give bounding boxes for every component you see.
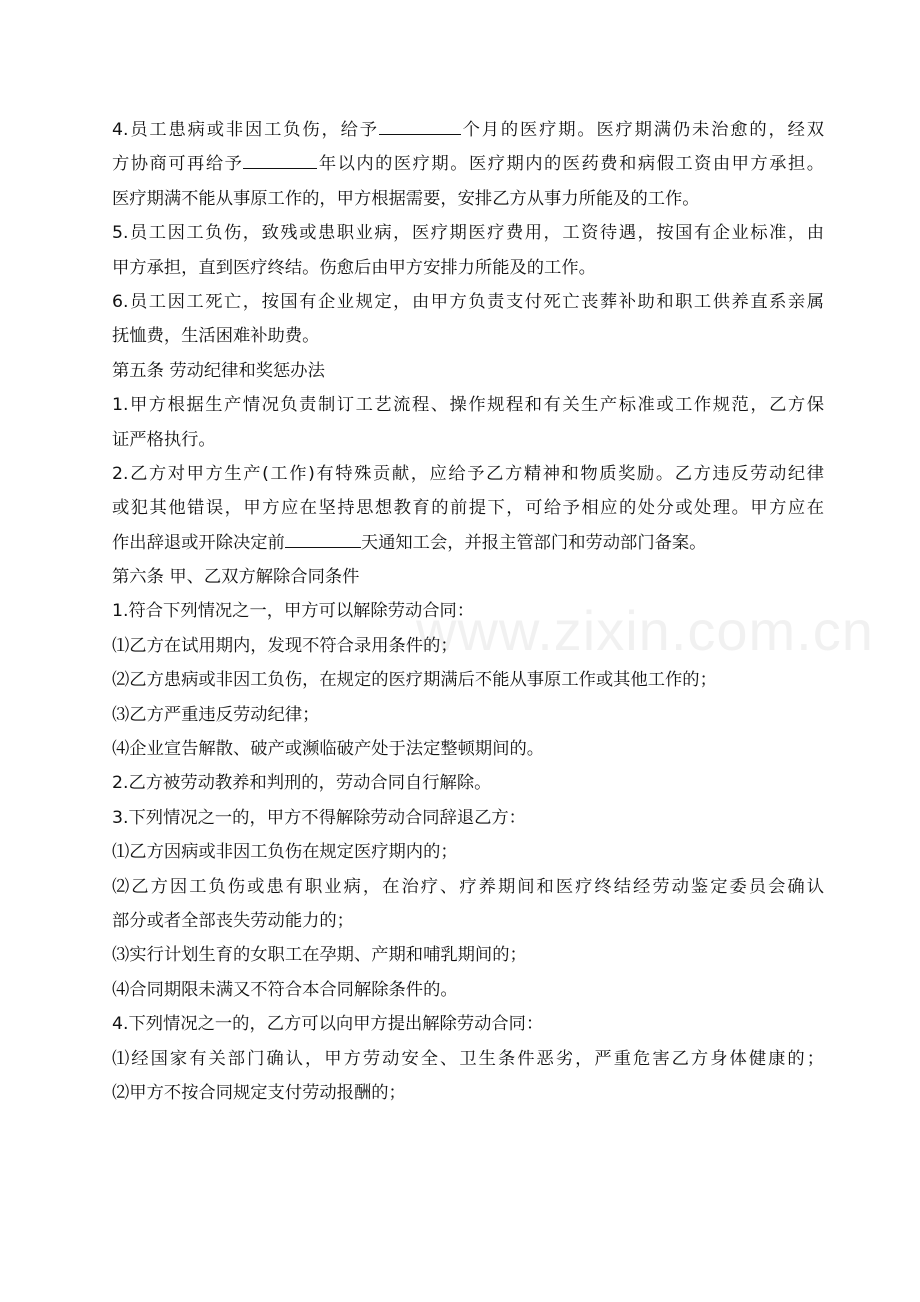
text-line: 3.下列情况之一的，甲方不得解除劳动合同辞退乙方： xyxy=(112,807,526,828)
text-line: 1.符合下列情况之一，甲方可以解除劳动合同： xyxy=(112,601,475,622)
list-item: ⑴乙方因病或非因工负伤在规定医疗期内的； xyxy=(112,842,458,863)
watermark: www.zixin.com.cn xyxy=(416,599,874,662)
list-item: ⑴经国家有关部门确认，甲方劳动安全、卫生条件恶劣，严重危害乙方身体健康的； xyxy=(112,1048,824,1069)
document-body xyxy=(112,113,824,1110)
text-line: 2.乙方对甲方生产(工作)有特殊贡献，应给予乙方精神和物质奖励。乙方违反劳动纪律 xyxy=(112,463,824,484)
list-item: ⑷企业宣告解散、破产或濒临破产处于法定整顿期间的。 xyxy=(112,739,545,760)
text-line: 2.乙方被劳动教养和判刑的，劳动合同自行解除。 xyxy=(112,773,492,794)
text-line: 作出辞退或开除决定前 天通知工会，并报主管部门和劳动部门备案。 xyxy=(112,526,824,560)
list-item: ⑷合同期限未满又不符合本合同解除条件的。 xyxy=(112,979,458,1000)
list-item: ⑶乙方严重违反劳动纪律； xyxy=(112,704,320,725)
list-item: ⑵乙方因工负伤或患有职业病，在治疗、疗养期间和医疗终结经劳动鉴定委员会确认 xyxy=(112,876,824,897)
fill-in-blank xyxy=(285,529,361,548)
text-line: 4.员工患病或非因工负伤，给予 个月的医疗期。医疗期满仍未治愈的，经双 xyxy=(112,113,824,147)
text-line: 方协商可再给予 年以内的医疗期。医疗期内的医药费和病假工资由甲方承担。 xyxy=(112,147,824,181)
section-heading: 第五条 劳动纪律和奖惩办法 xyxy=(112,360,325,381)
list-item: ⑴乙方在试用期内，发现不符合录用条件的； xyxy=(112,635,458,656)
text-line: 5.员工因工负伤，致残或患职业病，医疗期医疗费用，工资待遇，按国有企业标准，由 xyxy=(112,223,824,244)
text-line: 甲方承担，直到医疗终结。伤愈后由甲方安排力所能及的工作。 xyxy=(112,257,596,278)
text-line: 4.下列情况之一的，乙方可以向甲方提出解除劳动合同： xyxy=(112,1014,544,1035)
text-line: 部分或者全部丧失劳动能力的； xyxy=(112,910,354,931)
fill-in-blank xyxy=(243,150,317,169)
text-line: 或犯其他错误，甲方应在坚持思想教育的前提下，可给予相应的处分或处理。甲方应在 xyxy=(112,498,824,519)
text-line: 医疗期满不能从事原工作的，甲方根据需要，安排乙方从事力所能及的工作。 xyxy=(112,188,700,209)
text-line: 6.员工因工死亡，按国有企业规定，由甲方负责支付死亡丧葬补助和职工供养直系亲属 xyxy=(112,291,824,312)
text-line: 抚恤费，生活困难补助费。 xyxy=(112,326,320,347)
section-heading: 第六条 甲、乙双方解除合同条件 xyxy=(112,567,360,588)
list-item: ⑵甲方不按合同规定支付劳动报酬的； xyxy=(112,1082,406,1103)
list-item: ⑵乙方患病或非因工负伤，在规定的医疗期满后不能从事原工作或其他工作的； xyxy=(112,670,717,691)
text-line: 证严格执行。 xyxy=(112,429,216,450)
text-line: 1.甲方根据生产情况负责制订工艺流程、操作规程和有关生产标准或工作规范，乙方保 xyxy=(112,395,824,416)
fill-in-blank xyxy=(379,116,461,135)
list-item: ⑶实行计划生育的女职工在孕期、产期和哺乳期间的； xyxy=(112,945,527,966)
